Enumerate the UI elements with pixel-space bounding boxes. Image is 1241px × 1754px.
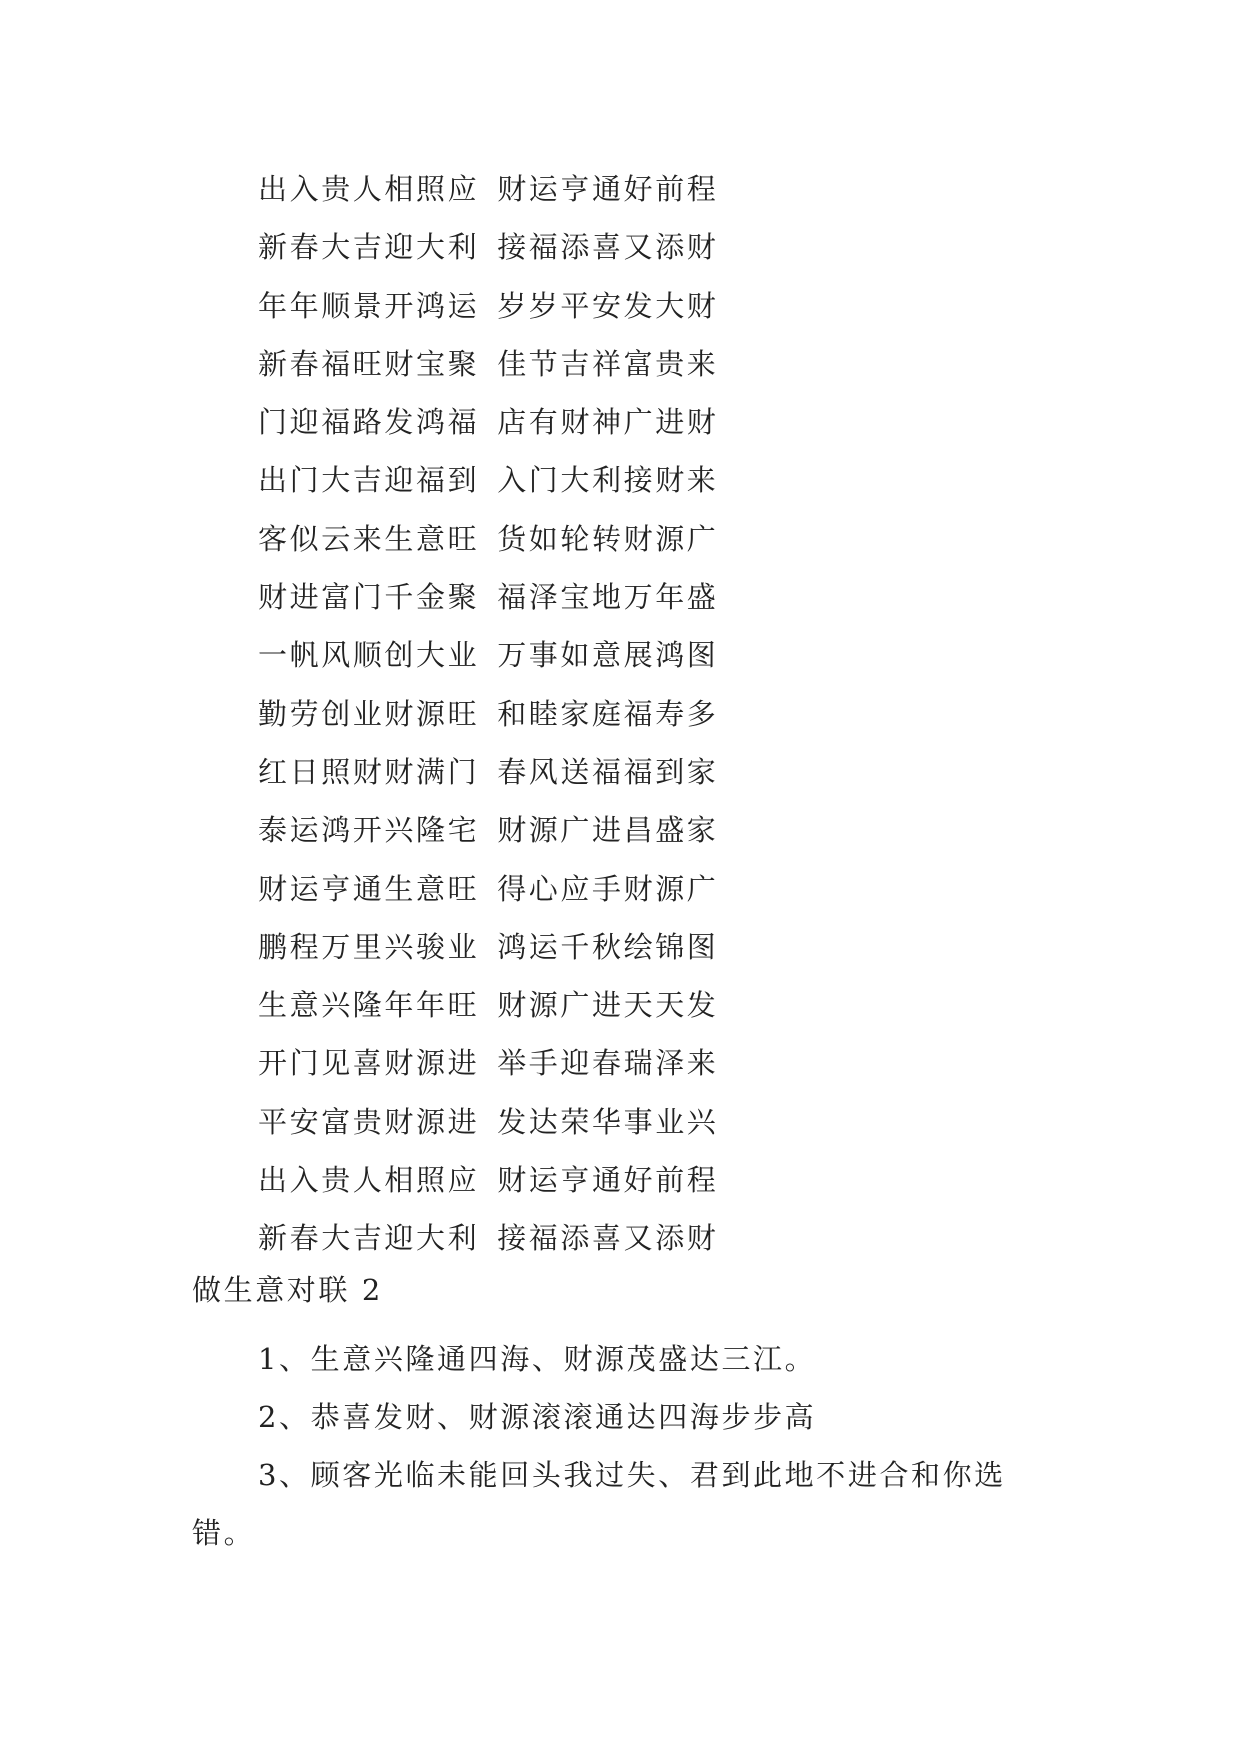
couplet-line bbox=[258, 451, 718, 509]
couplet-upper: 财运亨通生意旺 bbox=[258, 871, 480, 906]
couplet-upper: 出入贵人相照应 bbox=[258, 172, 480, 206]
couplet-list bbox=[258, 160, 718, 1268]
list-item: 3、顾客光临未能回头我过失、君到此地不进合和你选错。 bbox=[192, 1458, 1006, 1550]
couplet-lower: 佳节吉祥富贵来 bbox=[497, 346, 719, 381]
couplet-lower: 春风送福福到家 bbox=[497, 754, 719, 789]
couplet-upper: 新春福旺财宝聚 bbox=[258, 346, 480, 381]
couplet-upper: 客似云来生意旺 bbox=[258, 521, 480, 556]
couplet-line bbox=[258, 393, 718, 451]
couplet-upper: 红日照财财满门 bbox=[258, 754, 480, 789]
couplet-lower: 发达荣华事业兴 bbox=[497, 1104, 719, 1139]
couplet-lower: 福泽宝地万年盛 bbox=[497, 580, 719, 615]
couplet-line bbox=[258, 685, 718, 743]
couplet-line bbox=[258, 801, 718, 859]
couplet-upper: 出入贵人相照应 bbox=[258, 1163, 480, 1198]
couplet-lower: 鸿运千秋绘锦图 bbox=[497, 929, 719, 964]
couplet-upper: 一帆风顺创大业 bbox=[258, 638, 480, 673]
couplet-upper: 生意兴隆年年旺 bbox=[258, 988, 480, 1023]
couplet-upper: 新春大吉迎大利 bbox=[258, 230, 480, 265]
couplet-lower: 和睦家庭福寿多 bbox=[497, 696, 719, 731]
list-item: 2、恭喜发财、财源滚滚通达四海步步高 bbox=[258, 1400, 817, 1434]
couplet-line bbox=[258, 1034, 718, 1092]
couplet-lower: 财运亨通好前程 bbox=[497, 172, 719, 206]
couplet-lower: 店有财神广进财 bbox=[497, 405, 719, 440]
couplet-upper: 新春大吉迎大利 bbox=[258, 1221, 480, 1256]
couplet-upper: 泰运鸿开兴隆宅 bbox=[258, 813, 480, 848]
couplet-line bbox=[258, 976, 718, 1034]
couplet-line bbox=[258, 1093, 718, 1151]
couplet-lower: 岁岁平安发大财 bbox=[497, 288, 719, 323]
couplet-upper: 开门见喜财源进 bbox=[258, 1046, 480, 1081]
list-item: 1、生意兴隆通四海、财源茂盛达三江。 bbox=[258, 1342, 817, 1376]
couplet-lower: 财运亨通好前程 bbox=[497, 1163, 719, 1198]
couplet-line bbox=[258, 626, 718, 684]
couplet-line bbox=[258, 568, 718, 626]
couplet-lower: 万事如意展鸿图 bbox=[497, 638, 719, 673]
couplet-line bbox=[258, 160, 718, 218]
couplet-upper: 门迎福路发鸿福 bbox=[258, 405, 480, 440]
couplet-upper: 年年顺景开鸿运 bbox=[258, 288, 480, 323]
couplet-upper: 勤劳创业财源旺 bbox=[258, 696, 480, 731]
couplet-line bbox=[258, 218, 718, 276]
couplet-lower: 接福添喜又添财 bbox=[497, 230, 719, 265]
couplet-lower: 财源广进天天发 bbox=[497, 988, 719, 1023]
couplet-upper: 财进富门千金聚 bbox=[258, 580, 480, 615]
couplet-lower: 举手迎春瑞泽来 bbox=[497, 1046, 719, 1081]
couplet-lower: 得心应手财源广 bbox=[497, 871, 719, 906]
couplet-lower: 入门大利接财来 bbox=[497, 463, 719, 498]
couplet-upper: 平安富贵财源进 bbox=[258, 1104, 480, 1139]
couplet-line bbox=[258, 277, 718, 335]
couplet-lower: 货如轮转财源广 bbox=[497, 521, 719, 556]
couplet-line bbox=[258, 1151, 718, 1209]
couplet-lower: 财源广进昌盛家 bbox=[497, 813, 719, 848]
couplet-line bbox=[258, 743, 718, 801]
couplet-upper: 鹏程万里兴骏业 bbox=[258, 929, 480, 964]
couplet-lower: 接福添喜又添财 bbox=[497, 1221, 719, 1256]
couplet-line bbox=[258, 1209, 718, 1267]
couplet-line bbox=[258, 918, 718, 976]
couplet-line bbox=[258, 860, 718, 918]
couplet-line bbox=[258, 335, 718, 393]
section-title: 做生意对联 2 bbox=[192, 1273, 383, 1307]
couplet-line bbox=[258, 510, 718, 568]
numbered-list bbox=[192, 1330, 1062, 1562]
couplet-upper: 出门大吉迎福到 bbox=[258, 463, 480, 498]
